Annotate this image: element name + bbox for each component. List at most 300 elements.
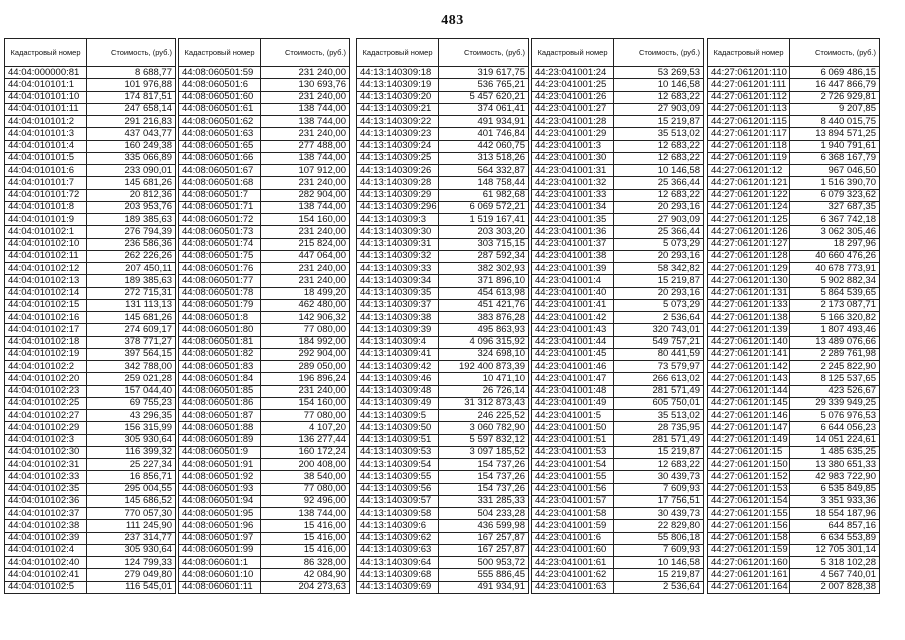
table-row (5, 373, 176, 385)
table-row (532, 569, 704, 581)
cadastral-number-cell: 44:04:010102:14 (5, 287, 87, 299)
cadastral-number-cell: 44:23:041001:40 (532, 287, 614, 299)
cadastral-number-cell: 44:04:010101:72 (5, 189, 87, 201)
cadastral-number-cell: 44:08:060501:74 (179, 238, 261, 250)
cadastral-number-cell: 44:13:140309:21 (357, 103, 439, 115)
cost-cell: 20 293,16 (614, 201, 704, 213)
table-row (708, 459, 880, 471)
cadastral-number-cell: 44:27:061201:126 (708, 226, 790, 238)
table-row (5, 495, 176, 507)
cost-cell: 259 021,28 (87, 373, 176, 385)
cost-cell: 18 297,96 (790, 238, 880, 250)
cadastral-number-cell: 44:23:041001:47 (532, 373, 614, 385)
table-row (708, 275, 880, 287)
cadastral-number-cell: 44:13:140309:64 (357, 557, 439, 569)
cost-cell: 154 160,00 (261, 214, 350, 226)
cadastral-number-cell: 44:27:061201:133 (708, 299, 790, 311)
table-row (532, 299, 704, 311)
cadastral-number-cell: 44:13:140309:53 (357, 446, 439, 458)
table-row (708, 508, 880, 520)
cadastral-table-5 (707, 38, 880, 594)
table-row (532, 459, 704, 471)
table-row (179, 116, 350, 128)
table-row (532, 508, 704, 520)
table-row (357, 238, 529, 250)
table-row (357, 116, 529, 128)
cadastral-number-cell: 44:27:061201:140 (708, 336, 790, 348)
table-row (708, 103, 880, 115)
cost-cell: 35 513,02 (614, 410, 704, 422)
cost-cell: 16 447 866,79 (790, 79, 880, 91)
table-row (708, 324, 880, 336)
cost-cell: 536 765,21 (439, 79, 529, 91)
cost-cell: 236 586,36 (87, 238, 176, 250)
cost-cell: 73 579,97 (614, 361, 704, 373)
table-row (357, 508, 529, 520)
table-row (5, 569, 176, 581)
table-row (5, 385, 176, 397)
cadastral-number-cell: 44:08:060601:1 (179, 557, 261, 569)
cadastral-number-cell: 44:08:060501:73 (179, 226, 261, 238)
cost-cell: 207 450,11 (87, 263, 176, 275)
cost-cell: 7 609,93 (614, 483, 704, 495)
table-row (532, 434, 704, 446)
cost-cell: 6 368 167,79 (790, 152, 880, 164)
header-cadastral-number: Кадастровый номер (357, 39, 439, 67)
table-row (179, 373, 350, 385)
table-row (357, 189, 529, 201)
cost-cell: 6 634 553,89 (790, 532, 880, 544)
cost-cell: 12 683,22 (614, 91, 704, 103)
table-row (357, 361, 529, 373)
table-row (5, 238, 176, 250)
table-row (532, 177, 704, 189)
cadastral-number-cell: 44:27:061201:147 (708, 422, 790, 434)
table-row (357, 422, 529, 434)
cost-cell: 276 794,39 (87, 226, 176, 238)
cost-cell: 156 315,99 (87, 422, 176, 434)
cost-cell: 436 599,98 (439, 520, 529, 532)
cadastral-number-cell: 44:13:140309:25 (357, 152, 439, 164)
cost-cell: 231 240,00 (261, 226, 350, 238)
table-row (357, 471, 529, 483)
table-row (5, 275, 176, 287)
cadastral-number-cell: 44:04:000000:81 (5, 67, 87, 79)
cadastral-number-cell: 44:23:041001:26 (532, 91, 614, 103)
cadastral-number-cell: 44:27:061201:129 (708, 263, 790, 275)
cadastral-number-cell: 44:08:060501:95 (179, 508, 261, 520)
cadastral-number-cell: 44:27:061201:164 (708, 581, 790, 593)
cost-cell: 605 750,01 (614, 397, 704, 409)
table-row (5, 520, 176, 532)
cadastral-number-cell: 44:23:041001:37 (532, 238, 614, 250)
cost-cell: 138 744,00 (261, 508, 350, 520)
table-row (532, 495, 704, 507)
cost-cell: 231 240,00 (261, 275, 350, 287)
table-row (5, 287, 176, 299)
cost-cell: 5 318 102,28 (790, 557, 880, 569)
table-row (5, 324, 176, 336)
table-row (5, 67, 176, 79)
table-row (357, 446, 529, 458)
cadastral-number-cell: 44:04:010102:25 (5, 397, 87, 409)
cadastral-number-cell: 44:23:041001:50 (532, 422, 614, 434)
cadastral-number-cell: 44:23:041001:49 (532, 397, 614, 409)
cadastral-number-cell: 44:27:061201:115 (708, 116, 790, 128)
cadastral-number-cell: 44:23:041001:58 (532, 508, 614, 520)
cadastral-number-cell: 44:27:061201:154 (708, 495, 790, 507)
cadastral-number-cell: 44:04:010101:10 (5, 91, 87, 103)
cost-cell: 231 240,00 (261, 67, 350, 79)
cost-cell: 58 342,82 (614, 263, 704, 275)
table-row (179, 275, 350, 287)
cost-cell: 3 062 305,46 (790, 226, 880, 238)
cadastral-number-cell: 44:04:010102:29 (5, 422, 87, 434)
cadastral-number-cell: 44:13:140309:48 (357, 385, 439, 397)
cost-cell: 246 225,52 (439, 410, 529, 422)
cadastral-number-cell: 44:13:140309:4 (357, 336, 439, 348)
cadastral-number-cell: 44:23:041001:6 (532, 532, 614, 544)
cadastral-number-cell: 44:04:010101:4 (5, 140, 87, 152)
cost-cell: 8 125 537,65 (790, 373, 880, 385)
cost-cell: 13 489 076,66 (790, 336, 880, 348)
table-row (357, 520, 529, 532)
table-row (708, 483, 880, 495)
cost-cell: 15 416,00 (261, 520, 350, 532)
cost-cell: 282 904,00 (261, 189, 350, 201)
table-row (179, 508, 350, 520)
cost-cell: 17 756,51 (614, 495, 704, 507)
cadastral-number-cell: 44:13:140309:18 (357, 67, 439, 79)
table-row (5, 263, 176, 275)
table-row (357, 312, 529, 324)
table-row (179, 128, 350, 140)
cost-cell: 1 519 167,41 (439, 214, 529, 226)
table-row (5, 581, 176, 593)
cost-cell: 174 817,51 (87, 91, 176, 103)
cost-cell: 279 049,80 (87, 569, 176, 581)
cost-cell: 86 328,00 (261, 557, 350, 569)
cost-cell: 423 526,67 (790, 385, 880, 397)
table-row (179, 214, 350, 226)
table-row (532, 79, 704, 91)
cadastral-number-cell: 44:23:041001:36 (532, 226, 614, 238)
table-row (179, 103, 350, 115)
table-row (708, 165, 880, 177)
cadastral-number-cell: 44:27:061201:159 (708, 544, 790, 556)
cadastral-number-cell: 44:04:010102:41 (5, 569, 87, 581)
cost-cell: 4 096 315,92 (439, 336, 529, 348)
cadastral-number-cell: 44:27:061201:127 (708, 238, 790, 250)
cadastral-number-cell: 44:13:140309:35 (357, 287, 439, 299)
table-row (5, 361, 176, 373)
cadastral-number-cell: 44:04:010102:17 (5, 324, 87, 336)
cost-cell: 491 934,91 (439, 581, 529, 593)
table-row (5, 508, 176, 520)
cost-cell: 12 683,22 (614, 459, 704, 471)
cadastral-number-cell: 44:13:140309:50 (357, 422, 439, 434)
cost-cell: 320 743,01 (614, 324, 704, 336)
table-row (179, 459, 350, 471)
cadastral-number-cell: 44:23:041001:59 (532, 520, 614, 532)
cadastral-number-cell: 44:08:060501:6 (179, 79, 261, 91)
cadastral-number-cell: 44:08:060501:9 (179, 446, 261, 458)
header-cost: Стоимость, (руб.) (614, 39, 704, 67)
table-row (179, 79, 350, 91)
cost-cell: 20 293,16 (614, 250, 704, 262)
header-cost: Стоимость, (руб.) (439, 39, 529, 67)
table-row (179, 422, 350, 434)
table-row (532, 238, 704, 250)
cadastral-number-cell: 44:08:060501:66 (179, 152, 261, 164)
table-row (708, 79, 880, 91)
cost-cell: 967 046,50 (790, 165, 880, 177)
cadastral-number-cell: 44:27:061201:153 (708, 483, 790, 495)
table-row (532, 128, 704, 140)
cadastral-number-cell: 44:23:041001:3 (532, 140, 614, 152)
cadastral-number-cell: 44:13:140309:19 (357, 79, 439, 91)
table-row (532, 287, 704, 299)
table-row (708, 201, 880, 213)
cadastral-number-cell: 44:27:061201:144 (708, 385, 790, 397)
cost-cell: 500 953,72 (439, 557, 529, 569)
cadastral-number-cell: 44:23:041001:60 (532, 544, 614, 556)
table-row (179, 385, 350, 397)
cadastral-number-cell: 44:04:010102:20 (5, 373, 87, 385)
cost-cell: 196 896,24 (261, 373, 350, 385)
cost-cell: 287 592,34 (439, 250, 529, 262)
table-row (357, 214, 529, 226)
table-row (5, 299, 176, 311)
cadastral-number-cell: 44:23:041001:24 (532, 67, 614, 79)
cadastral-number-cell: 44:23:041001:4 (532, 275, 614, 287)
cost-cell: 504 233,28 (439, 508, 529, 520)
table-row (708, 446, 880, 458)
cadastral-number-cell: 44:23:041001:57 (532, 495, 614, 507)
cost-cell: 38 540,00 (261, 471, 350, 483)
cadastral-number-cell: 44:23:041001:43 (532, 324, 614, 336)
cadastral-number-cell: 44:04:010102:16 (5, 312, 87, 324)
table-row (532, 336, 704, 348)
cadastral-number-cell: 44:27:061201:152 (708, 471, 790, 483)
table-row (357, 495, 529, 507)
cost-cell: 5 073,29 (614, 299, 704, 311)
cost-cell: 383 876,28 (439, 312, 529, 324)
cadastral-number-cell: 44:13:140309:41 (357, 348, 439, 360)
table-row (179, 495, 350, 507)
cadastral-number-cell: 44:27:061201:160 (708, 557, 790, 569)
cost-cell: 22 829,80 (614, 520, 704, 532)
cost-cell: 189 385,63 (87, 275, 176, 287)
cadastral-number-cell: 44:13:140309:54 (357, 459, 439, 471)
cost-cell: 167 257,87 (439, 544, 529, 556)
cost-cell: 6 535 849,85 (790, 483, 880, 495)
table-row (708, 312, 880, 324)
table-row (179, 263, 350, 275)
cadastral-number-cell: 44:08:060501:71 (179, 201, 261, 213)
table-row (708, 569, 880, 581)
cadastral-number-cell: 44:13:140309:5 (357, 410, 439, 422)
cost-cell: 378 771,27 (87, 336, 176, 348)
table-row (532, 116, 704, 128)
table-row (532, 263, 704, 275)
cost-cell: 462 480,00 (261, 299, 350, 311)
cadastral-number-cell: 44:04:010102:4 (5, 544, 87, 556)
cadastral-number-cell: 44:13:140309:6 (357, 520, 439, 532)
cost-cell: 138 744,00 (261, 116, 350, 128)
cost-cell: 53 269,53 (614, 67, 704, 79)
table-row (532, 483, 704, 495)
cadastral-number-cell: 44:23:041001:29 (532, 128, 614, 140)
cost-cell: 20 293,16 (614, 287, 704, 299)
table-row (532, 544, 704, 556)
table-row (357, 459, 529, 471)
table-row (532, 373, 704, 385)
cost-cell: 204 273,63 (261, 581, 350, 593)
cost-cell: 495 863,93 (439, 324, 529, 336)
table-row (532, 103, 704, 115)
cadastral-number-cell: 44:08:060601:10 (179, 569, 261, 581)
cadastral-number-cell: 44:04:010101:6 (5, 165, 87, 177)
cost-cell: 80 441,59 (614, 348, 704, 360)
cadastral-number-cell: 44:13:140309:62 (357, 532, 439, 544)
table-row (708, 189, 880, 201)
cost-cell: 145 681,26 (87, 177, 176, 189)
table-row (357, 385, 529, 397)
cadastral-number-cell: 44:08:060501:59 (179, 67, 261, 79)
cost-cell: 313 518,26 (439, 152, 529, 164)
cadastral-number-cell: 44:04:010102:31 (5, 459, 87, 471)
cadastral-number-cell: 44:23:041001:5 (532, 410, 614, 422)
cadastral-number-cell: 44:27:061201:110 (708, 67, 790, 79)
cadastral-number-cell: 44:04:010102:38 (5, 520, 87, 532)
table-row (708, 67, 880, 79)
cadastral-number-cell: 44:23:041001:41 (532, 299, 614, 311)
table-row (357, 581, 529, 593)
cost-cell: 15 219,87 (614, 446, 704, 458)
table-row (179, 544, 350, 556)
table-row (532, 214, 704, 226)
table-row (357, 532, 529, 544)
cadastral-number-cell: 44:23:041001:48 (532, 385, 614, 397)
table-row (708, 299, 880, 311)
cadastral-number-cell: 44:08:060501:96 (179, 520, 261, 532)
cost-cell: 55 806,18 (614, 532, 704, 544)
cost-cell: 266 613,02 (614, 373, 704, 385)
table-row (708, 152, 880, 164)
table-row (708, 287, 880, 299)
cadastral-number-cell: 44:04:010102:1 (5, 226, 87, 238)
cadastral-number-cell: 44:04:010102:15 (5, 299, 87, 311)
table-row (5, 189, 176, 201)
table-row (5, 103, 176, 115)
cost-cell: 303 715,15 (439, 238, 529, 250)
cadastral-number-cell: 44:27:061201:138 (708, 312, 790, 324)
cadastral-number-cell: 44:27:061201:158 (708, 532, 790, 544)
table-row (179, 250, 350, 262)
cost-cell: 116 545,01 (87, 581, 176, 593)
table-row (708, 581, 880, 593)
table-row (179, 410, 350, 422)
cost-cell: 305 930,64 (87, 434, 176, 446)
table-row (5, 140, 176, 152)
cost-cell: 18 499,20 (261, 287, 350, 299)
cost-cell: 124 799,33 (87, 557, 176, 569)
cadastral-number-cell: 44:08:060501:87 (179, 410, 261, 422)
cadastral-number-cell: 44:23:041001:61 (532, 557, 614, 569)
cost-cell: 15 219,87 (614, 275, 704, 287)
cost-cell: 160 172,24 (261, 446, 350, 458)
table-row (708, 557, 880, 569)
cadastral-number-cell: 44:13:140309:63 (357, 544, 439, 556)
cost-cell: 15 416,00 (261, 544, 350, 556)
cadastral-number-cell: 44:27:061201:125 (708, 214, 790, 226)
cadastral-number-cell: 44:13:140309:296 (357, 201, 439, 213)
cost-cell: 111 245,90 (87, 520, 176, 532)
cost-cell: 215 824,00 (261, 238, 350, 250)
cadastral-number-cell: 44:27:061201:149 (708, 434, 790, 446)
cost-cell: 2 007 828,38 (790, 581, 880, 593)
table-row (532, 397, 704, 409)
cost-cell: 10 146,58 (614, 557, 704, 569)
cadastral-number-cell: 44:23:041001:35 (532, 214, 614, 226)
cost-cell: 43 296,35 (87, 410, 176, 422)
table-row (179, 67, 350, 79)
table-row (5, 336, 176, 348)
cost-cell: 160 249,38 (87, 140, 176, 152)
cadastral-number-cell: 44:13:140309:34 (357, 275, 439, 287)
table-row (357, 165, 529, 177)
cadastral-number-cell: 44:13:140309:32 (357, 250, 439, 262)
cadastral-number-cell: 44:23:041001:28 (532, 116, 614, 128)
cadastral-number-cell: 44:13:140309:26 (357, 165, 439, 177)
cost-cell: 555 886,45 (439, 569, 529, 581)
cadastral-number-cell: 44:23:041001:53 (532, 446, 614, 458)
cost-cell: 447 064,00 (261, 250, 350, 262)
cost-cell: 30 439,73 (614, 471, 704, 483)
cadastral-number-cell: 44:04:010102:19 (5, 348, 87, 360)
cost-cell: 138 744,00 (261, 103, 350, 115)
cost-cell: 272 715,31 (87, 287, 176, 299)
header-cost: Стоимость, (руб.) (87, 39, 176, 67)
cost-cell: 247 658,14 (87, 103, 176, 115)
cost-cell: 1 807 493,46 (790, 324, 880, 336)
table-row (179, 324, 350, 336)
cost-cell: 564 332,87 (439, 165, 529, 177)
cost-cell: 116 399,32 (87, 446, 176, 458)
cost-cell: 192 400 873,39 (439, 361, 529, 373)
cost-cell: 262 226,26 (87, 250, 176, 262)
cost-cell: 29 339 949,25 (790, 397, 880, 409)
table-row (357, 434, 529, 446)
cadastral-number-cell: 44:27:061201:119 (708, 152, 790, 164)
table-row (179, 238, 350, 250)
cost-cell: 2 536,64 (614, 581, 704, 593)
table-row (357, 177, 529, 189)
cost-cell: 327 687,35 (790, 201, 880, 213)
table-row (708, 361, 880, 373)
cost-cell: 10 146,58 (614, 165, 704, 177)
cost-cell: 157 044,40 (87, 385, 176, 397)
cost-cell: 142 906,32 (261, 312, 350, 324)
cadastral-number-cell: 44:13:140309:55 (357, 471, 439, 483)
cost-cell: 295 004,55 (87, 483, 176, 495)
page-number: 483 (441, 13, 464, 28)
cadastral-number-cell: 44:08:060501:63 (179, 128, 261, 140)
cadastral-number-cell: 44:08:060501:68 (179, 177, 261, 189)
cost-cell: 35 513,02 (614, 128, 704, 140)
cadastral-number-cell: 44:13:140309:22 (357, 116, 439, 128)
